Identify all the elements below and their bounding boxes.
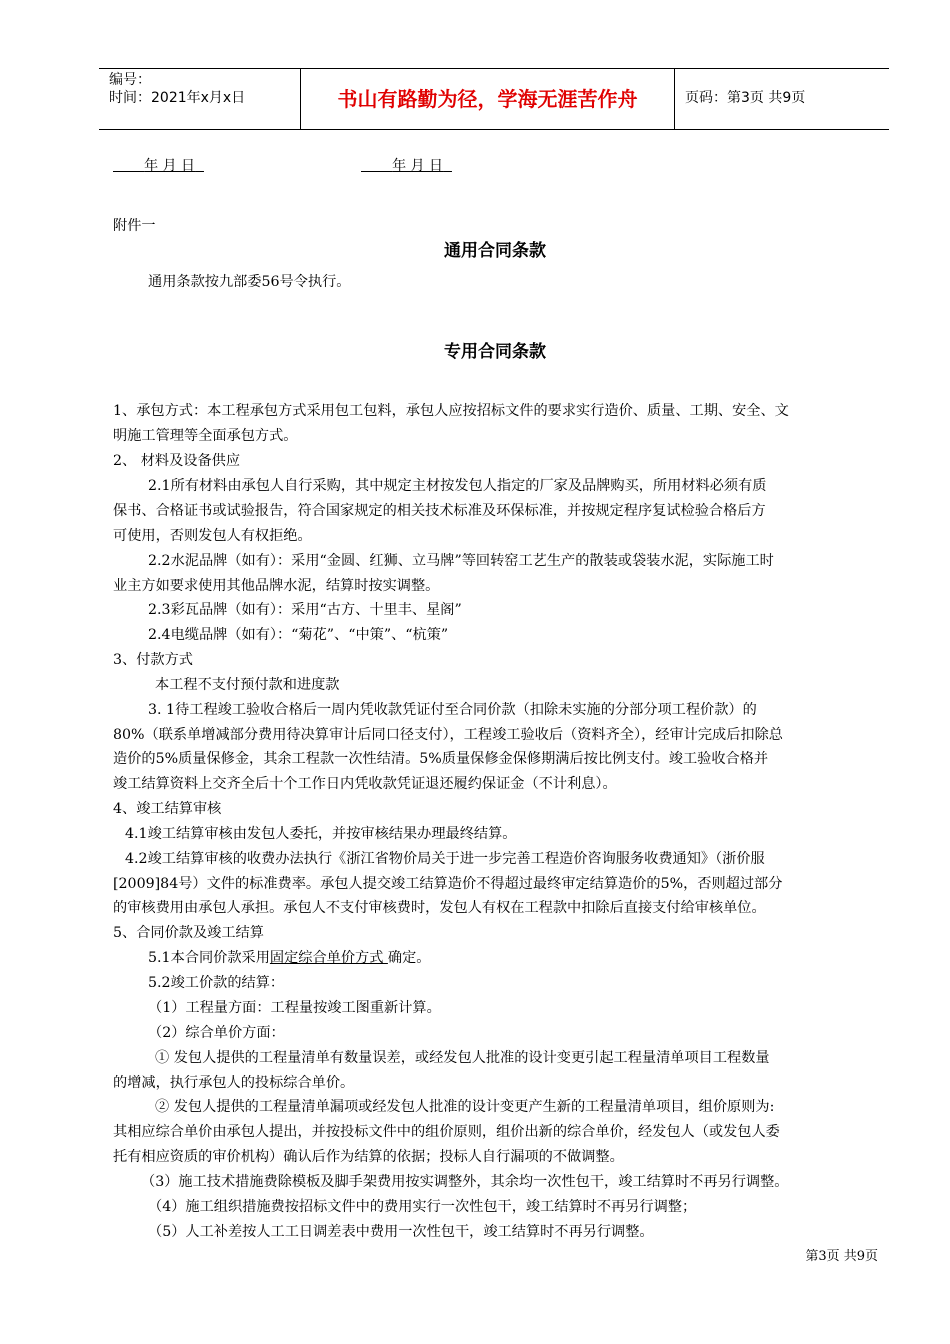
body-line: 保书、合格证书或试验报告，符合国家规定的相关技术标准及环保标准，并按规定程序复试检验合格后方 <box>113 503 766 519</box>
body-line: 明施工管理等全面承包方式。 <box>113 428 298 444</box>
body-line: 1、承包方式：本工程承包方式采用包工包料，承包人应按招标文件的要求实行造价、质量、工期、安全、文 <box>113 403 789 419</box>
body-line: 可使用，否则发包人有权拒绝。 <box>113 528 312 544</box>
body-line: 造价的5%质量保修金，其余工程款一次性结清。5%质量保修金保修期满后按比例支付。竣工验收合格并 <box>113 751 769 767</box>
body-line: ① 发包人提供的工程量清单有数量误差，或经发包人批准的设计变更引起工程量清单项目工程数量 <box>155 1050 770 1066</box>
body-line: 2.1所有材料由承包人自行采购，其中规定主材按发包人指定的厂家及品牌购买，所用材料必须有质 <box>148 478 767 494</box>
body-line: [2009]84号）文件的标准费率。承包人提交竣工结算造价不得超过最终审定结算造价的5%，否则超过部分 <box>113 876 783 892</box>
body-line: 其相应综合单价由承包人提出，并按投标文件中的组价原则，组价出新的综合单价，经发包人（或发包人委 <box>113 1124 780 1140</box>
contract-price-suffix: 确定。 <box>387 950 431 966</box>
date-text-right: 年 月 日 <box>392 158 444 174</box>
body-line: 2.4电缆品牌（如有）：“菊花”、“中策”、“杭策” <box>148 627 449 643</box>
body-line: 4.1竣工结算审核由发包人委托，并按审核结果办理最终结算。 <box>125 826 517 842</box>
signature-date-right <box>361 157 452 175</box>
body-line: 4、竣工结算审核 <box>113 801 222 817</box>
body-line: 5.2竣工价款的结算： <box>148 975 285 991</box>
body-line: 3. 1待工程竣工验收合格后一周内凭收款凭证付至合同价款（扣除未实施的分部分项工程价款）的 <box>148 702 757 718</box>
contract-price-prefix: 5.1本合同价款采用 <box>148 950 270 966</box>
time-label: 时间：2021年x月x日 <box>109 90 246 106</box>
body-line: 本工程不支付预付款和进度款 <box>155 677 340 693</box>
body-line: 的审核费用由承包人承担。承包人不支付审核费时，发包人有权在工程款中扣除后直接支付给审核单位。 <box>113 900 766 916</box>
page-label: 页码：第3页 共9页 <box>685 90 806 106</box>
body-line: ② 发包人提供的工程量清单漏项或经发包人批准的设计变更产生新的工程量清单项目，组价原则为: <box>155 1099 775 1115</box>
motto: 书山有路勤为径，学海无涯苦作舟 <box>337 87 638 111</box>
body-line: 2、 材料及设备供应 <box>113 453 241 469</box>
body-line: （1）工程量方面：工程量按竣工图重新计算。 <box>148 1000 441 1016</box>
contract-price-line <box>148 948 430 968</box>
header-motto-cell <box>301 69 675 129</box>
body-line: 5、合同价款及竣工结算 <box>113 925 264 941</box>
contract-price-fill: 固定综合单价方式 <box>269 950 388 966</box>
body-line: 4.2竣工结算审核的收费办法执行《浙江省物价局关于进一步完善工程造价咨询服务收费通知》（浙价服 <box>125 851 765 867</box>
body-line: 2.2水泥品牌（如有）：采用“金圆、红狮、立马牌”等回转窑工艺生产的散装或袋装水泥，实际施工时 <box>148 553 774 569</box>
general-terms-text: 通用条款按九部委56号令执行。 <box>148 274 351 290</box>
header-info-cell <box>99 69 301 129</box>
body-line: （5）人工补差按人工工日调差表中费用一次性包干，竣工结算时不再另行调整。 <box>148 1224 654 1240</box>
body-line: 业主方如要求使用其他品牌水泥，结算时按实调整。 <box>113 578 440 594</box>
body-line: 3、付款方式 <box>113 652 193 668</box>
body-line: 托有相应资质的审价机构）确认后作为结算的依据；投标人自行漏项的不做调整。 <box>113 1149 624 1165</box>
page-footer: 第3页 共9页 <box>805 1249 878 1264</box>
body-line: （4）施工组织措施费按招标文件中的费用实行一次性包干，竣工结算时不再另行调整； <box>148 1199 697 1215</box>
body-line: （2）综合单价方面： <box>148 1025 285 1041</box>
document-header <box>99 68 889 130</box>
body-line: 的增减，执行承包人的投标综合单价。 <box>113 1075 355 1091</box>
date-text-left: 年 月 日 <box>144 158 196 174</box>
special-terms-title: 专用合同条款 <box>444 342 546 362</box>
body-line: （3）施工技术措施费除模板及脚手架费用按实调整外，其余均一次性包干，竣工结算时不再另行调整。 <box>141 1174 789 1190</box>
body-line: 2.3彩瓦品牌（如有）：采用“古方、十里丰、星阁” <box>148 602 462 618</box>
body-line: 竣工结算资料上交齐全后十个工作日内凭收款凭证退还履约保证金（不计利息）。 <box>113 776 617 792</box>
general-terms-title: 通用合同条款 <box>444 241 546 261</box>
header-page-cell <box>675 69 889 129</box>
body-line: 80%（联系单增减部分费用待决算审计后同口径支付），工程竣工验收后（资料齐全），经审计完成后扣除总 <box>113 727 783 743</box>
number-label: 编号： <box>109 72 151 88</box>
annex-label: 附件一 <box>113 218 156 234</box>
signature-date-left <box>113 157 204 175</box>
